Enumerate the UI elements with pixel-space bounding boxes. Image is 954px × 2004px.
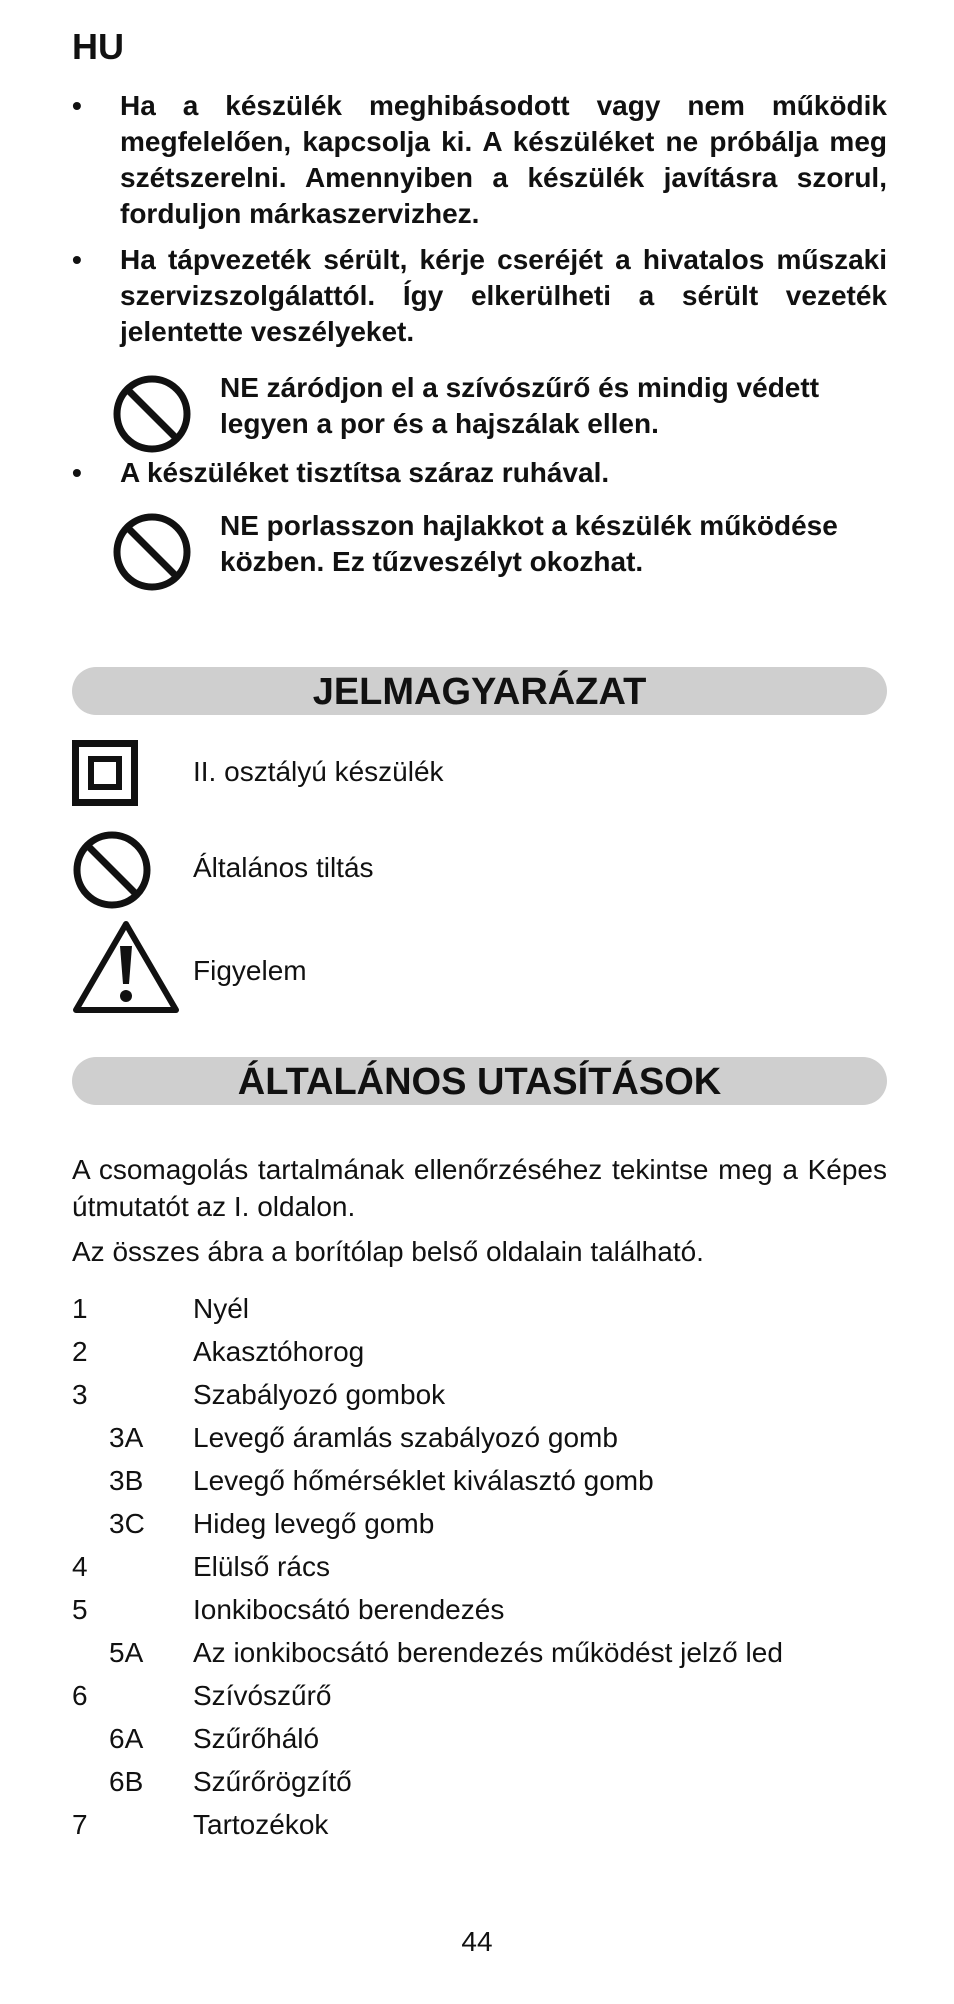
page-number: 44 [461, 1926, 493, 1957]
safety-bullet-text: Ha a készülék meghibásodott vagy nem működik megfelelően, kapcsolja ki. A készüléket ne próbálja meg szétszerelni. Amennyiben a készülék javításra szorul, forduljon márkaszervizhez. [120, 90, 887, 229]
general-instructions-heading: ÁLTALÁNOS UTASÍTÁSOK [72, 1057, 887, 1105]
legend-label-warning: Figyelem [193, 955, 307, 986]
class-ii-icon [72, 740, 138, 806]
parts-list [72, 1291, 887, 1850]
warning-note-1 [112, 370, 887, 442]
list-item [72, 1764, 887, 1807]
bullet-glyph: • [72, 90, 82, 121]
list-item [72, 1549, 887, 1592]
safety-bullet-2 [72, 242, 887, 350]
prohibition-icon [112, 512, 192, 592]
part-label: Szűrőrögzítő [193, 1766, 352, 1797]
part-number: 6B [109, 1766, 144, 1797]
part-number: 2 [72, 1336, 88, 1367]
part-number: 5A [109, 1637, 144, 1668]
part-number: 6 [72, 1680, 88, 1711]
part-label: Nyél [193, 1293, 250, 1324]
warning-text: NE porlasszon hajlakkot a készülék működése közben. Ez tűzveszélyt okozhat. [220, 510, 838, 577]
prohibition-icon [112, 374, 192, 454]
list-item [72, 1592, 887, 1635]
prohibition-icon [72, 830, 152, 910]
part-number: 7 [72, 1809, 88, 1840]
part-number: 1 [72, 1293, 88, 1324]
part-label: Szabályozó gombok [193, 1379, 446, 1410]
part-label: Elülső rács [193, 1551, 330, 1582]
part-label: Ionkibocsátó berendezés [193, 1594, 505, 1625]
part-label: Tartozékok [193, 1809, 329, 1840]
safety-bullet-text: Ha tápvezeték sérült, kérje cseréjét a hivatalos műszaki szervizszolgálattól. Így elkerülheti a sérült vezeték jelentette veszélyeket. [120, 244, 887, 347]
figures-note: Az összes ábra a borítólap belső oldalain található. [72, 1236, 704, 1267]
part-number: 6A [109, 1723, 144, 1754]
safety-bullet-text: A készüléket tisztítsa száraz ruhával. [120, 457, 610, 488]
list-item [72, 1463, 887, 1506]
part-label: Szűrőháló [193, 1723, 320, 1754]
part-label: Levegő áramlás szabályozó gomb [193, 1422, 618, 1453]
part-number: 3A [109, 1422, 144, 1453]
bullet-glyph: • [72, 457, 82, 488]
part-number: 4 [72, 1551, 88, 1582]
legend-label-class-ii: II. osztályú készülék [193, 756, 444, 787]
part-number: 5 [72, 1594, 88, 1625]
part-label: Hideg levegő gomb [193, 1508, 435, 1539]
warning-triangle-icon [72, 918, 180, 1014]
list-item [72, 1291, 887, 1334]
language-code: HU [72, 26, 124, 67]
part-label: Az ionkibocsátó berendezés működést jelző led [193, 1637, 783, 1668]
list-item [72, 1721, 887, 1764]
list-item [72, 1807, 887, 1850]
list-item [72, 1506, 887, 1549]
warning-note-2 [112, 508, 887, 580]
part-number: 3 [72, 1379, 88, 1410]
list-item [72, 1678, 887, 1721]
warning-text: NE záródjon el a szívószűrő és mindig védett legyen a por és a hajszálak ellen. [220, 372, 820, 439]
part-number: 3C [109, 1508, 145, 1539]
list-item [72, 1420, 887, 1463]
intro-paragraph: A csomagolás tartalmának ellenőrzéséhez tekintse meg a Képes útmutatót az I. oldalon. [72, 1154, 887, 1222]
legend-heading: JELMAGYARÁZAT [72, 667, 887, 715]
part-label: Levegő hőmérséklet kiválasztó gomb [193, 1465, 654, 1496]
list-item [72, 1334, 887, 1377]
part-label: Akasztóhorog [193, 1336, 365, 1367]
part-label: Szívószűrő [193, 1680, 332, 1711]
list-item [72, 1635, 887, 1678]
list-item [72, 1377, 887, 1420]
legend-label-prohibition: Általános tiltás [193, 852, 374, 883]
bullet-glyph: • [72, 244, 82, 275]
safety-bullet-3 [72, 455, 887, 491]
part-number: 3B [109, 1465, 144, 1496]
safety-bullet-1 [72, 88, 887, 232]
